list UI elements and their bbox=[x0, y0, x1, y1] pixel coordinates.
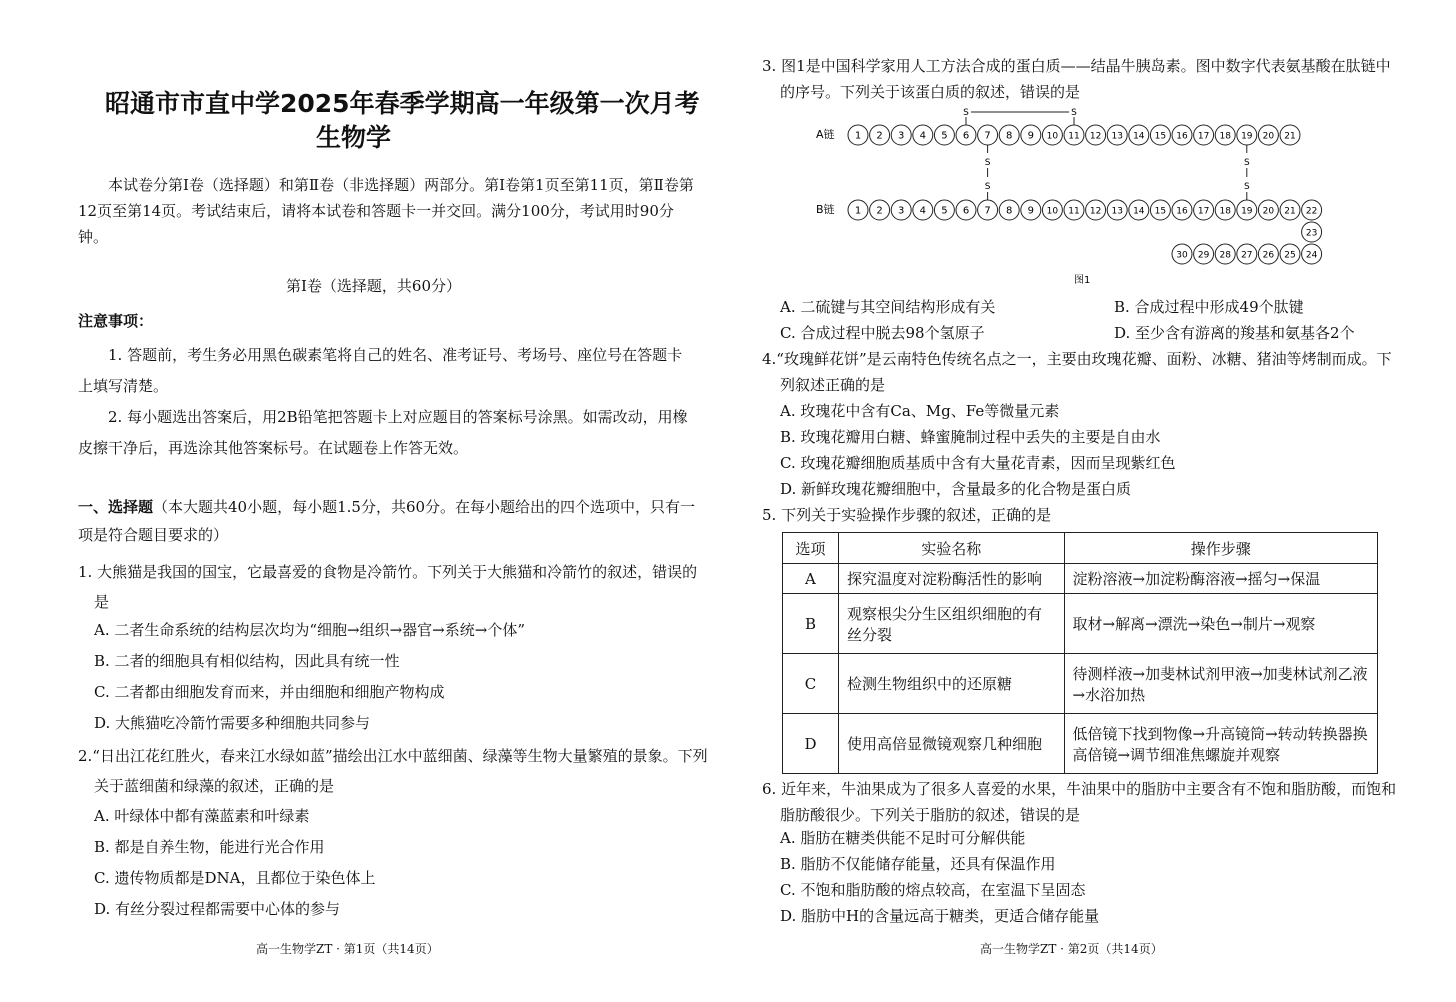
table-cell-option: A bbox=[783, 564, 839, 594]
chain-a-residue bbox=[978, 125, 998, 145]
question-2-option-d[interactable]: D. 有丝分裂过程都需要中心体的参与 bbox=[94, 900, 341, 918]
sulfur-label: S bbox=[984, 158, 991, 168]
figure-caption: 图1 bbox=[1074, 275, 1091, 286]
chain-a bbox=[848, 125, 1300, 145]
chain-b-residue bbox=[848, 200, 868, 220]
chain-a-residue bbox=[1021, 125, 1041, 145]
svg-text:1: 1 bbox=[854, 130, 862, 142]
chain-a-residue bbox=[848, 125, 868, 145]
chain-a-residue bbox=[891, 125, 911, 145]
chain-a-residue bbox=[1064, 125, 1084, 145]
question-6-option-c[interactable]: C. 不饱和脂肪酸的熔点较高，在室温下呈固态 bbox=[780, 881, 1086, 899]
question-6-option-d[interactable]: D. 脂肪中H的含量远高于糖类，更适合储存能量 bbox=[780, 907, 1100, 925]
svg-text:30: 30 bbox=[1176, 250, 1188, 261]
svg-text:7: 7 bbox=[984, 205, 991, 217]
chain-a-residue bbox=[1150, 125, 1170, 145]
chain-a-residue bbox=[1258, 125, 1278, 145]
notice-item-1: 1. 答题前，考生务必用黑色碳素笔将自己的姓名、准考证号、考场号、座位号在答题卡上填写清楚。 bbox=[78, 346, 683, 395]
chain-a-residue bbox=[956, 125, 976, 145]
question-4-option-c[interactable]: C. 玫瑰花瓣细胞质基质中含有大量花青素，因而呈现紫红色 bbox=[780, 454, 1176, 472]
chain-b-residue bbox=[1258, 200, 1278, 220]
svg-text:20: 20 bbox=[1262, 131, 1275, 142]
svg-text:2: 2 bbox=[876, 130, 883, 142]
svg-text:10: 10 bbox=[1046, 131, 1059, 142]
notice-title: 注意事项： bbox=[78, 312, 154, 330]
chain-b-residue bbox=[891, 200, 911, 220]
question-2-option-b[interactable]: B. 都是自养生物，能进行光合作用 bbox=[94, 838, 325, 856]
question-4-option-b[interactable]: B. 玫瑰花瓣用白糖、蜂蜜腌制过程中丢失的主要是自由水 bbox=[780, 428, 1161, 446]
chain-a-residue bbox=[1194, 125, 1214, 145]
table-row bbox=[783, 714, 1378, 774]
question-1-option-a[interactable]: A. 二者生命系统的结构层次均为“细胞→组织→器官→系统→个体” bbox=[94, 621, 525, 639]
table-row bbox=[783, 594, 1378, 654]
right-page bbox=[728, 0, 1456, 1002]
chain-a-residue bbox=[913, 125, 933, 145]
question-1-option-b[interactable]: B. 二者的细胞具有相似结构，因此具有统一性 bbox=[94, 652, 400, 670]
question-3-option-d[interactable]: D. 至少含有游离的羧基和氨基各2个 bbox=[1114, 324, 1355, 342]
svg-text:9: 9 bbox=[1027, 205, 1034, 217]
chain-b-residue bbox=[1237, 244, 1257, 264]
svg-text:18: 18 bbox=[1219, 131, 1231, 142]
svg-text:22: 22 bbox=[1305, 206, 1318, 217]
chain-b-residue bbox=[1172, 200, 1192, 220]
chain-b-residue bbox=[1107, 200, 1127, 220]
svg-text:16: 16 bbox=[1176, 206, 1188, 217]
question-3-option-a[interactable]: A. 二硫键与其空间结构形成有关 bbox=[780, 298, 996, 316]
sulfur-label: S bbox=[1243, 158, 1250, 168]
chain-b-residue bbox=[1215, 244, 1235, 264]
section-one-heading: 一、选择题 bbox=[78, 498, 154, 516]
svg-text:12: 12 bbox=[1089, 131, 1102, 142]
table-cell-name: 观察根尖分生区组织细胞的有丝分裂 bbox=[838, 594, 1064, 654]
chain-a-residue bbox=[1172, 125, 1192, 145]
svg-text:8: 8 bbox=[1006, 130, 1013, 142]
chain-b-residue bbox=[1237, 200, 1257, 220]
disulfide-bonds bbox=[963, 108, 1250, 200]
section-one bbox=[78, 493, 696, 549]
svg-text:28: 28 bbox=[1219, 250, 1231, 261]
svg-text:15: 15 bbox=[1154, 206, 1167, 217]
experiment-table bbox=[782, 532, 1378, 774]
table-row bbox=[783, 654, 1378, 714]
exam-title: 昭通市市直中学2025年春季学期高一年级第一次月考 bbox=[105, 89, 700, 118]
table-cell-steps: 低倍镜下找到物像→升高镜筒→转动转换器换高倍镜→调节细准焦螺旋并观察 bbox=[1064, 714, 1377, 774]
svg-text:10: 10 bbox=[1046, 206, 1059, 217]
question-6-option-b[interactable]: B. 脂肪不仅能储存能量，还具有保温作用 bbox=[780, 855, 1056, 873]
sulfur-label: S bbox=[1071, 108, 1077, 118]
question-2-stem: 2.“日出江花红胜火，春来江水绿如蓝”描绘出江水中蓝细菌、绿藻等生物大量繁殖的景象。下列关于蓝细菌和绿藻的叙述，正确的是 bbox=[78, 747, 708, 795]
chain-b-residue bbox=[1302, 200, 1322, 220]
sulfur-label: S bbox=[1243, 182, 1250, 192]
chain-b-residue bbox=[870, 200, 890, 220]
question-3-option-c[interactable]: C. 合成过程中脱去98个氢原子 bbox=[780, 324, 985, 342]
notice-item-2: 2. 每小题选出答案后，用2B铅笔把答题卡上对应题目的答案标号涂黑。如需改动，用橡皮擦干净后，再选涂其他答案标号。在试题卷上作答无效。 bbox=[78, 408, 688, 457]
svg-text:16: 16 bbox=[1176, 131, 1188, 142]
question-1-option-d[interactable]: D. 大熊猫吃冷箭竹需要多种细胞共同参与 bbox=[94, 714, 371, 732]
sulfur-label: S bbox=[963, 108, 969, 118]
table-cell-name: 检测生物组织中的还原糖 bbox=[838, 654, 1064, 714]
table-cell-option: D bbox=[783, 714, 839, 774]
chain-b-residue bbox=[999, 200, 1019, 220]
svg-text:17: 17 bbox=[1197, 131, 1210, 142]
question-6-option-a[interactable]: A. 脂肪在糖类供能不足时可分解供能 bbox=[780, 829, 1026, 847]
svg-text:14: 14 bbox=[1133, 206, 1145, 217]
chain-b bbox=[848, 200, 1322, 264]
chain-b-residue bbox=[1129, 200, 1149, 220]
question-2-option-c[interactable]: C. 遗传物质都是DNA，且都位于染色体上 bbox=[94, 869, 376, 887]
chain-b-residue bbox=[1150, 200, 1170, 220]
question-1-stem: 1. 大熊猫是我国的国宝，它最喜爱的食物是冷箭竹。下列关于大熊猫和冷箭竹的叙述，错误的是 bbox=[78, 563, 698, 611]
table-cell-steps: 取材→解离→漂洗→染色→制片→观察 bbox=[1064, 594, 1377, 654]
svg-text:23: 23 bbox=[1305, 228, 1318, 239]
svg-text:13: 13 bbox=[1111, 206, 1123, 217]
question-5-stem: 5. 下列关于实验操作步骤的叙述，正确的是 bbox=[762, 506, 1052, 524]
chain-b-residue bbox=[1258, 244, 1278, 264]
svg-text:11: 11 bbox=[1068, 131, 1080, 142]
question-6-stem: 6. 近年来，牛油果成为了很多人喜爱的水果，牛油果中的脂肪中主要含有不饱和脂肪酸，而饱和脂肪酸很少。下列关于脂肪的叙述，错误的是 bbox=[762, 780, 1397, 824]
table-header: 操作步骤 bbox=[1064, 533, 1377, 564]
chain-a-residue bbox=[934, 125, 954, 145]
chain-a-residue bbox=[870, 125, 890, 145]
chain-b-residue bbox=[1280, 200, 1300, 220]
svg-text:19: 19 bbox=[1241, 206, 1253, 217]
table-cell-name: 探究温度对淀粉酶活性的影响 bbox=[838, 564, 1064, 594]
svg-text:26: 26 bbox=[1262, 250, 1275, 261]
svg-text:5: 5 bbox=[941, 130, 948, 142]
chain-b-residue bbox=[956, 200, 976, 220]
table-cell-option: C bbox=[783, 654, 839, 714]
table-cell-option: B bbox=[783, 594, 839, 654]
question-4-option-a[interactable]: A. 玫瑰花中含有Ca、Mg、Fe等微量元素 bbox=[780, 402, 1060, 420]
svg-text:9: 9 bbox=[1027, 130, 1034, 142]
svg-text:2: 2 bbox=[876, 205, 883, 217]
table-cell-steps: 淀粉溶液→加淀粉酶溶液→摇匀→保温 bbox=[1064, 564, 1377, 594]
chain-b-residue bbox=[1280, 244, 1300, 264]
svg-text:4: 4 bbox=[919, 130, 926, 142]
table-header-row bbox=[783, 533, 1378, 564]
sulfur-label: S bbox=[984, 182, 991, 192]
chain-b-residue bbox=[1064, 200, 1084, 220]
chain-b-residue bbox=[1021, 200, 1041, 220]
svg-text:5: 5 bbox=[941, 205, 948, 217]
svg-text:24: 24 bbox=[1305, 250, 1318, 261]
part1-heading: 第Ⅰ卷（选择题，共60分） bbox=[286, 277, 462, 295]
chain-b-residue bbox=[1194, 200, 1214, 220]
chain-a-residue bbox=[1237, 125, 1257, 145]
chain-a-residue bbox=[1129, 125, 1149, 145]
intro-paragraph: 本试卷分第Ⅰ卷（选择题）和第Ⅱ卷（非选择题）两部分。第Ⅰ卷第1页至第11页，第Ⅱ卷第12页至第14页。考试结束后，请将本试卷和答题卡一并交回。满分100分，考试用时90分钟。 bbox=[78, 176, 694, 246]
svg-text:4: 4 bbox=[919, 205, 926, 217]
table-row bbox=[783, 564, 1378, 594]
svg-text:15: 15 bbox=[1154, 131, 1167, 142]
svg-text:19: 19 bbox=[1241, 131, 1253, 142]
svg-text:17: 17 bbox=[1197, 206, 1210, 217]
question-3-option-b[interactable]: B. 合成过程中形成49个肽键 bbox=[1114, 298, 1304, 316]
table-header: 选项 bbox=[783, 533, 839, 564]
svg-text:29: 29 bbox=[1197, 250, 1210, 261]
chain-b-residue bbox=[1086, 200, 1106, 220]
page-footer-1: 高一生物学ZT · 第1页（共14页） bbox=[256, 942, 439, 956]
svg-text:20: 20 bbox=[1262, 206, 1275, 217]
svg-text:3: 3 bbox=[898, 130, 905, 142]
chain-b-residue bbox=[1215, 200, 1235, 220]
chain-b-label: B链 bbox=[816, 203, 835, 216]
svg-text:11: 11 bbox=[1068, 206, 1080, 217]
svg-text:7: 7 bbox=[984, 130, 991, 142]
page-footer-2: 高一生物学ZT · 第2页（共14页） bbox=[980, 942, 1163, 956]
question-2-option-a[interactable]: A. 叶绿体中都有藻蓝素和叶绿素 bbox=[94, 807, 310, 825]
chain-a-residue bbox=[999, 125, 1019, 145]
chain-b-residue bbox=[913, 200, 933, 220]
table-header: 实验名称 bbox=[838, 533, 1064, 564]
chain-b-residue bbox=[1172, 244, 1192, 264]
svg-text:1: 1 bbox=[854, 205, 862, 217]
chain-b-residue bbox=[1042, 200, 1062, 220]
chain-a-residue bbox=[1215, 125, 1235, 145]
question-4-option-d[interactable]: D. 新鲜玫瑰花瓣细胞中，含量最多的化合物是蛋白质 bbox=[780, 480, 1132, 498]
exam-subject: 生物学 bbox=[316, 123, 392, 152]
svg-text:13: 13 bbox=[1111, 131, 1123, 142]
chain-b-residue bbox=[934, 200, 954, 220]
chain-b-residue bbox=[1194, 244, 1214, 264]
svg-text:6: 6 bbox=[962, 130, 970, 142]
chain-a-residue bbox=[1086, 125, 1106, 145]
svg-text:12: 12 bbox=[1089, 206, 1102, 217]
chain-b-residue bbox=[978, 200, 998, 220]
chain-b-residue bbox=[1302, 244, 1322, 264]
svg-text:27: 27 bbox=[1241, 250, 1253, 261]
svg-text:6: 6 bbox=[962, 205, 970, 217]
svg-text:8: 8 bbox=[1006, 205, 1013, 217]
chain-a-residue bbox=[1042, 125, 1062, 145]
question-4-stem: 4.“玫瑰鲜花饼”是云南特色传统名点之一，主要由玫瑰花瓣、面粉、冰糖、猪油等烤制而成。下列叙述正确的是 bbox=[762, 350, 1392, 394]
chain-a-residue bbox=[1280, 125, 1300, 145]
chain-a-label: A链 bbox=[816, 128, 835, 141]
table-cell-name: 使用高倍显微镜观察几种细胞 bbox=[838, 714, 1064, 774]
chain-a-residue bbox=[1107, 125, 1127, 145]
svg-text:18: 18 bbox=[1219, 206, 1231, 217]
svg-text:14: 14 bbox=[1133, 131, 1145, 142]
svg-text:25: 25 bbox=[1284, 250, 1296, 261]
svg-text:21: 21 bbox=[1284, 206, 1296, 217]
chain-b-residue bbox=[1302, 222, 1322, 242]
svg-text:21: 21 bbox=[1284, 131, 1296, 142]
insulin-diagram bbox=[808, 103, 1328, 288]
table-cell-steps: 待测样液→加斐林试剂甲液→加斐林试剂乙液→水浴加热 bbox=[1064, 654, 1377, 714]
question-3-stem: 3. 图1是中国科学家用人工方法合成的蛋白质——结晶牛胰岛素。图中数字代表氨基酸在肽链中的序号。下列关于该蛋白质的叙述，错误的是 bbox=[762, 57, 1391, 101]
svg-text:3: 3 bbox=[898, 205, 905, 217]
question-1-option-c[interactable]: C. 二者都由细胞发育而来，并由细胞和细胞产物构成 bbox=[94, 683, 445, 701]
section-one-desc: （本大题共40小题，每小题1.5分，共60分。在每小题给出的四个选项中，只有一项是符合题目要求的） bbox=[78, 498, 696, 544]
